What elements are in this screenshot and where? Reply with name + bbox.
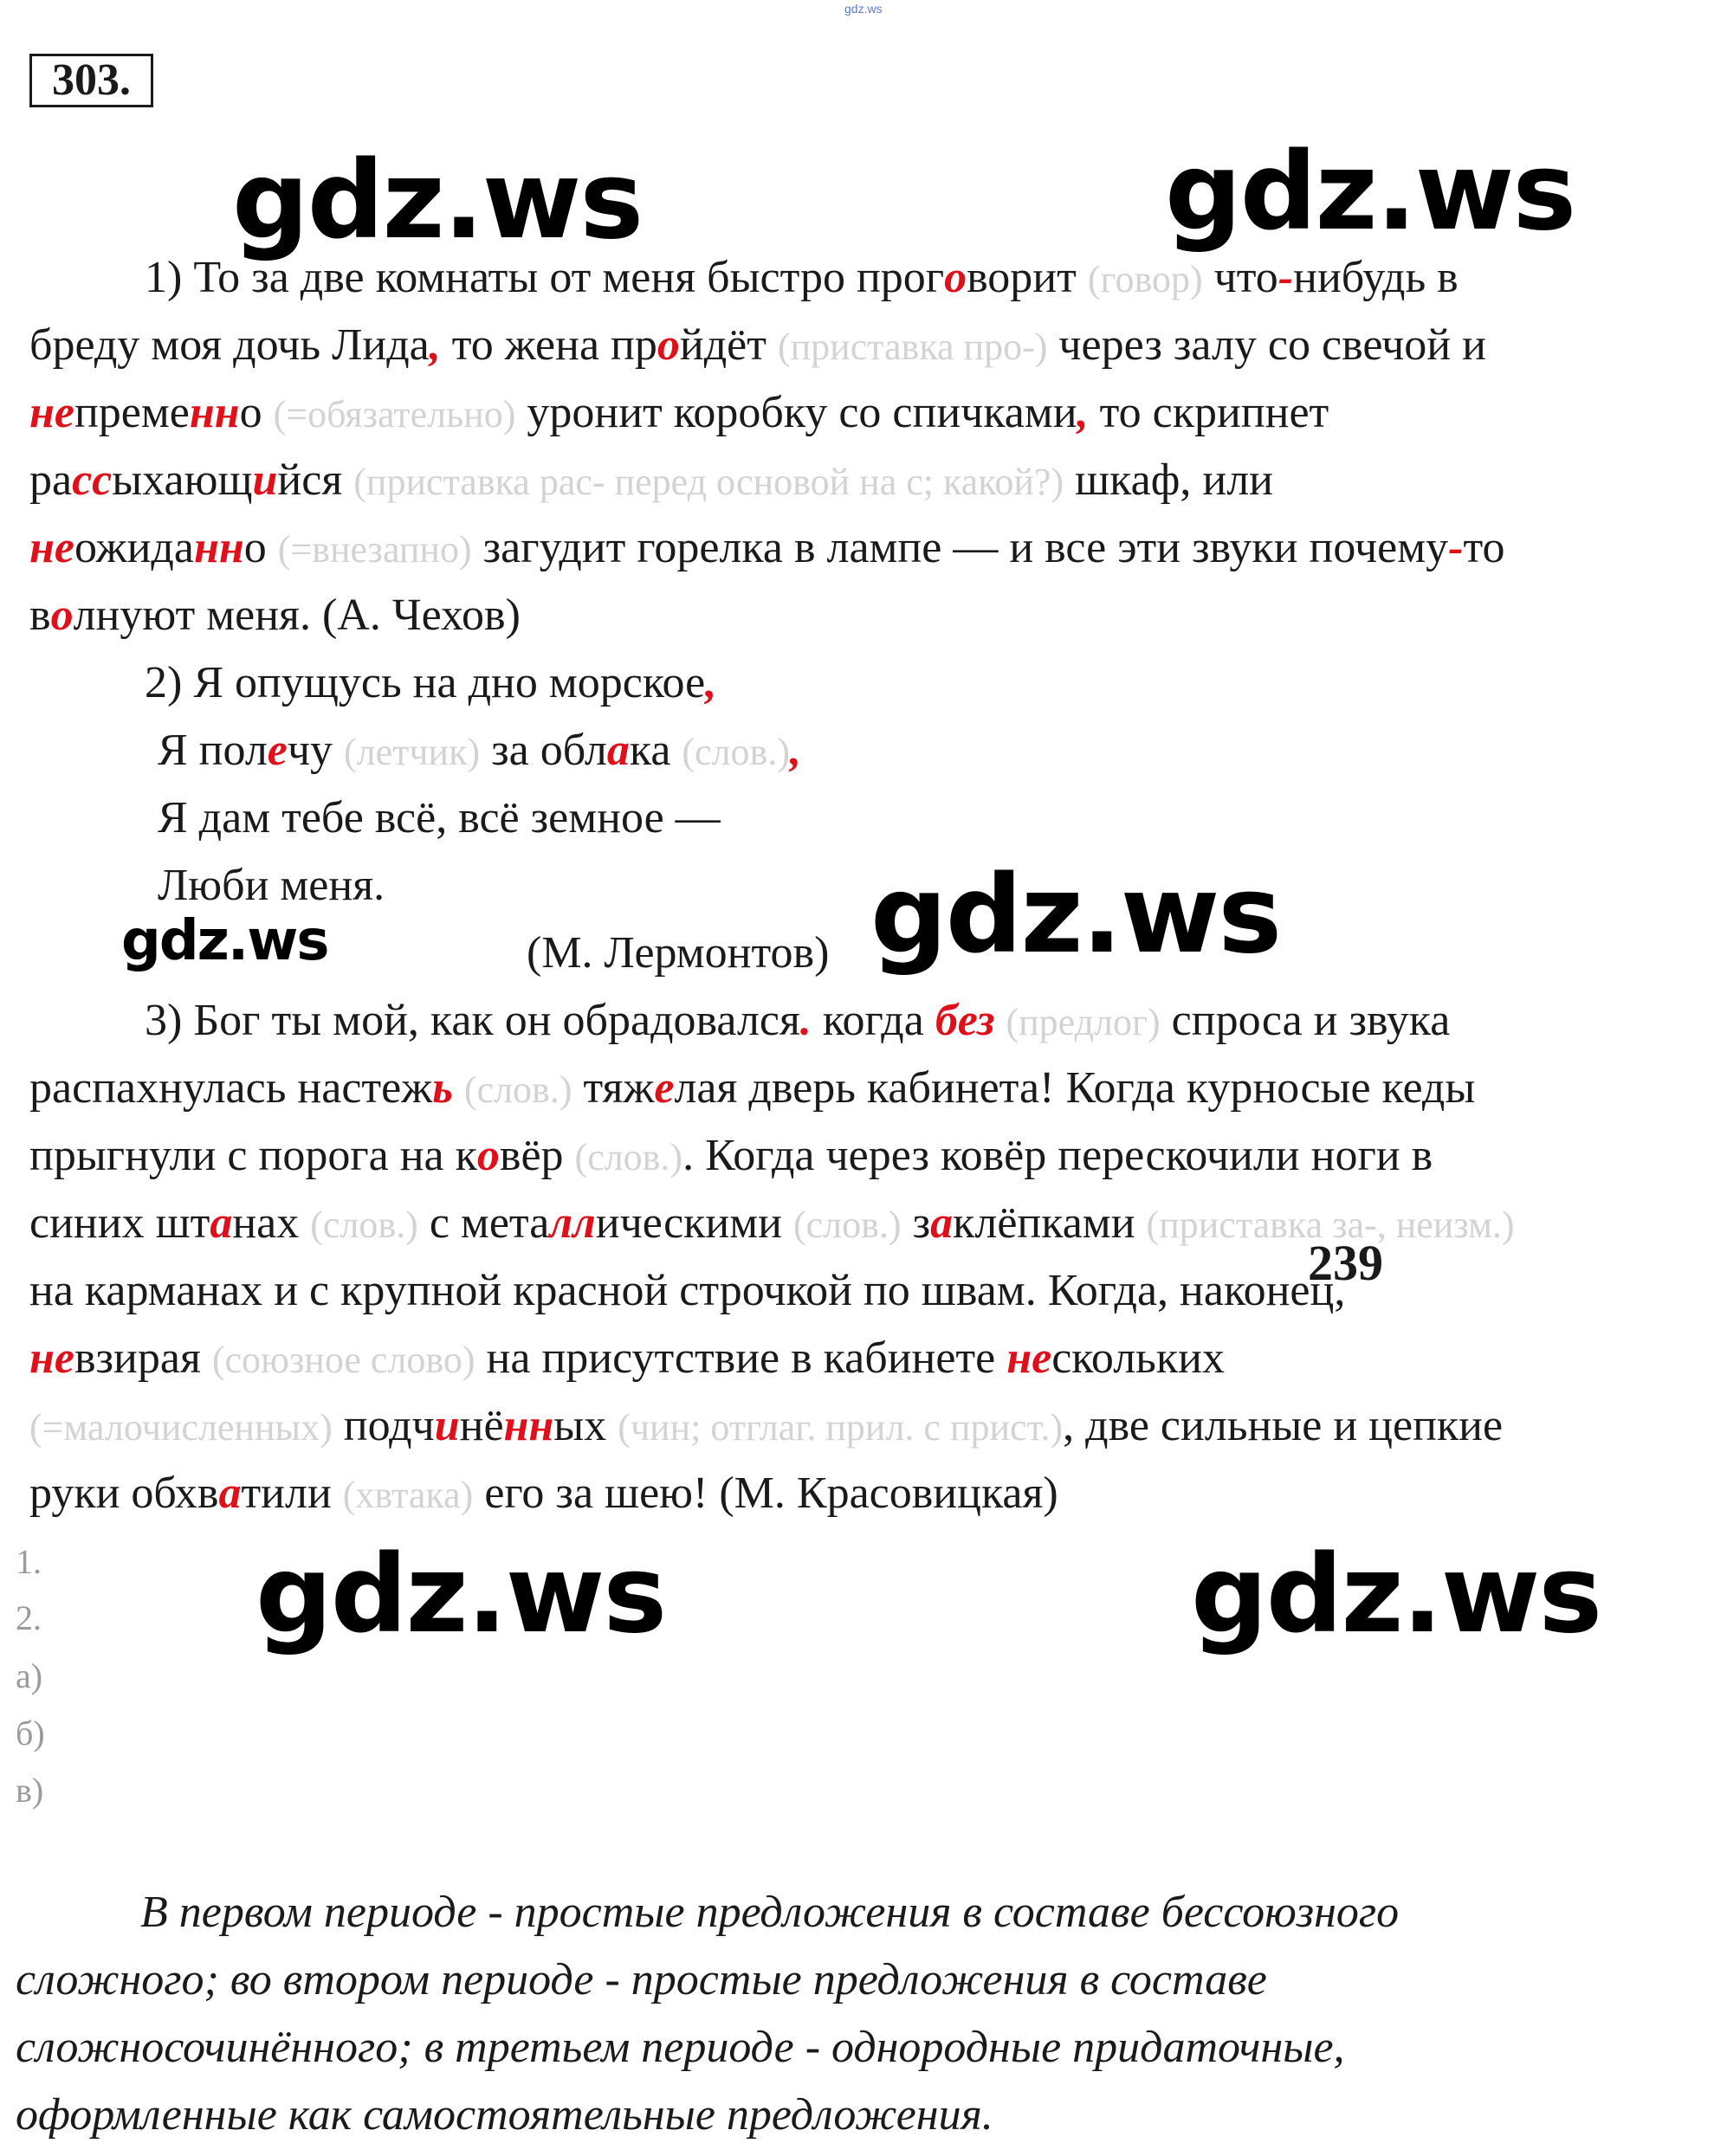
exercise-number: 303. — [29, 54, 153, 107]
list-marker: а) — [16, 1656, 43, 1695]
text-line: (=малочисленных) подчинённых (чин; отглаг. прил. с прист.), две сильные и цепкие — [29, 1401, 1504, 1450]
watermark: gdz.ws — [121, 909, 328, 973]
text-line: рассыхающийся (приставка рас- перед основой на с; какой?) шкаф, или — [29, 455, 1273, 505]
conclusion-line: оформленные как самостоятельные предложения. — [16, 2090, 993, 2140]
text-line: неожиданно (=внезапно) загудит горелка в лампе — и все эти звуки почему-то — [29, 523, 1505, 572]
watermark: gdz.ws — [870, 853, 1281, 978]
watermark: gdz.ws — [1191, 1533, 1601, 1657]
text-line: волнуют меня. (А. Чехов) — [29, 591, 521, 640]
poem-author: (М. Лермонтов) — [527, 928, 830, 978]
text-line: прыгнули с порога на ковёр (слов.). Когда через ковёр перескочили ноги в — [29, 1131, 1433, 1180]
text-line: 3) Бог ты мой, как он обрадовался. когда без (предлог) спроса и звука — [145, 996, 1451, 1045]
text-line: непременно (=обязательно) уронит коробку со спичками, то скрипнет — [29, 388, 1329, 437]
top-watermark: gdz.ws — [844, 2, 883, 16]
conclusion-line: сложносочинённого; в третьем периоде - однородные придаточные, — [16, 2023, 1345, 2072]
watermark: gdz.ws — [1165, 130, 1575, 255]
text-line: синих штанах (слов.) с металлическими (слов.) заклёпками (приставка за-, неизм.) — [29, 1198, 1515, 1248]
poem-line: Я полечу (летчик) за облака (слов.), — [158, 726, 801, 775]
watermark: gdz.ws — [232, 139, 643, 263]
list-marker: 1. — [16, 1542, 42, 1581]
watermark: gdz.ws — [255, 1533, 666, 1657]
text-line: невзирая (союзное слово) на присутствие в кабинете нескольких — [29, 1333, 1225, 1383]
poem-line: Люби меня. — [158, 861, 385, 910]
conclusion-line: сложного; во втором периоде - простые предложения в составе — [16, 1955, 1267, 2004]
list-marker: б) — [16, 1714, 45, 1753]
text-line: бреду моя дочь Лида, то жена пройдёт (приставка про-) через залу со свечой и — [29, 320, 1486, 370]
poem-line: 2) Я опущусь на дно морское, — [145, 658, 717, 707]
text-line: 1) То за две комнаты от меня быстро проговорит (говор) что-нибудь в — [145, 253, 1459, 302]
page-number: 239 — [1308, 1235, 1383, 1291]
text-line: распахнулась настежь (слов.) тяжелая дверь кабинета! Когда курносые кеды — [29, 1063, 1476, 1113]
list-marker: в) — [16, 1771, 44, 1810]
text-line: на карманах и с крупной красной строчкой по швам. Когда, наконец, — [29, 1266, 1346, 1315]
conclusion-line: В первом периоде - простые предложения в составе бессоюзного — [140, 1888, 1400, 1937]
text-line: руки обхватили (хвтака) его за шею! (М. Красовицкая) — [29, 1469, 1058, 1518]
poem-line: Я дам тебе всё, всё земное — — [158, 793, 721, 842]
list-marker: 2. — [16, 1598, 42, 1637]
